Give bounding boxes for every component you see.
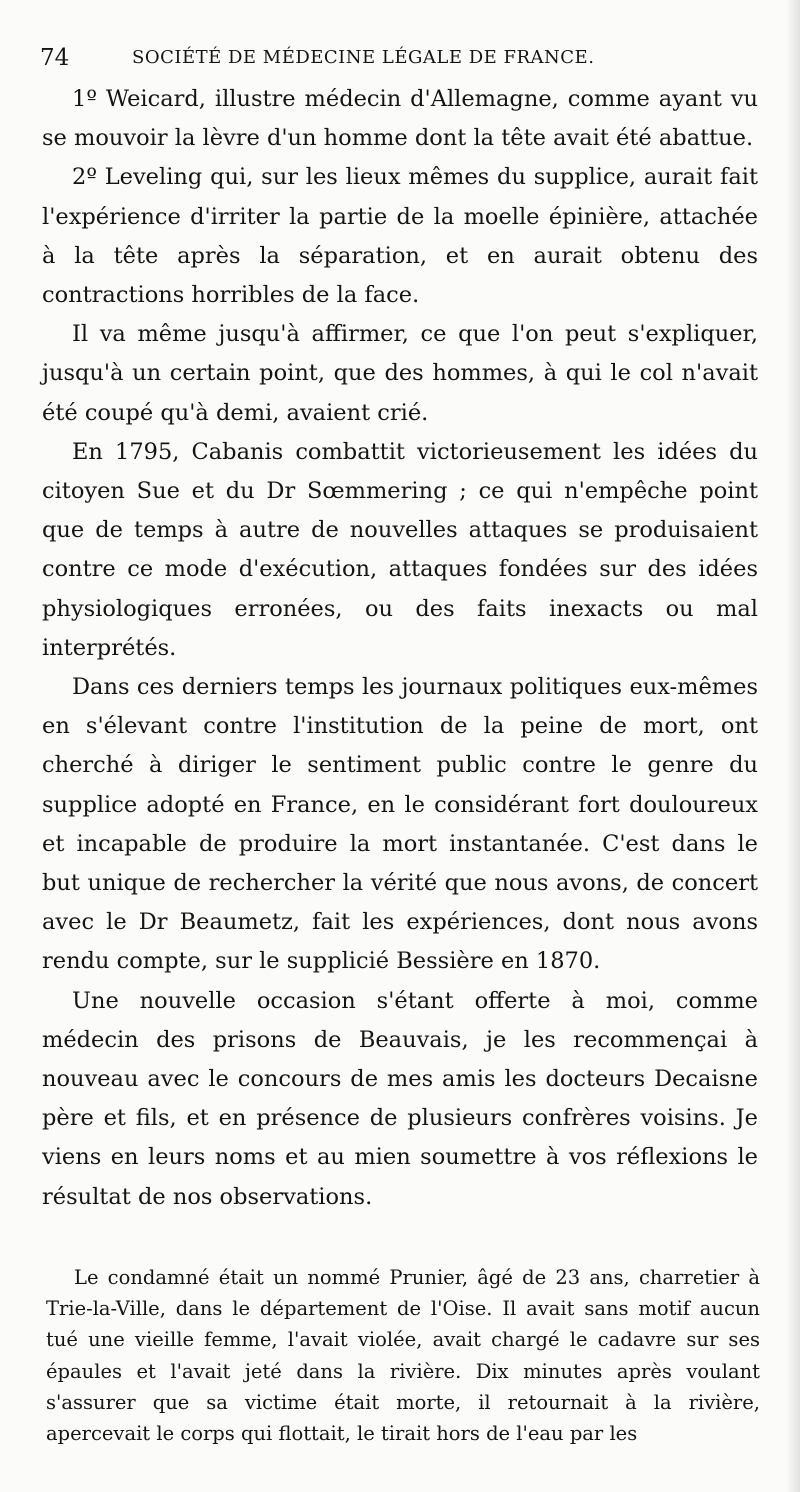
- paragraph: 1º Weicard, illustre médecin d'Allemagne, comme ayant vu se mouvoir la lèvre d'un homme dont la tête avait été abattue.: [42, 86, 758, 152]
- paragraph: En 1795, Cabanis combattit victorieusement les idées du citoyen Sue et du Dr Sœmmering ; ce qui n'empêche point que de temps à autre de nouvelles attaques se produisaient contre ce mode d'exécution, attaques fondées sur des idées physiologiques erronées, ou des faits inexacts ou mal interprétés.: [42, 438, 758, 661]
- page-edge-shadow: [786, 0, 800, 1492]
- small-print-block: [46, 1262, 760, 1449]
- page-header: [40, 40, 760, 76]
- paragraph: Dans ces derniers temps les journaux politiques eux-mêmes en s'élevant contre l'institution de la peine de mort, ont cherché à diriger le sentiment public contre le genre du supplice adopté en France, en le considérant fort douloureux et incapable de produire la mort instantanée. C'est dans le but unique de rechercher la vérité que nous avons, de concert avec le Dr Beaumetz, fait les expériences, dont nous avons rendu compte, sur le supplicié Bessière en 1870.: [42, 674, 758, 975]
- paragraph: 2º Leveling qui, sur les lieux mêmes du supplice, aurait fait l'expérience d'irriter la partie de la moelle épinière, attachée à la tête après la séparation, et en aurait obtenu des contractions horribles de la face.: [42, 164, 758, 309]
- page-number: 74: [40, 45, 70, 71]
- small-print-paragraph: Le condamné était un nommé Prunier, âgé de 23 ans, charretier à Trie-la-Ville, dans le département de l'Oise. Il avait sans motif aucun tué une vieille femme, l'avait violée, avait chargé le cadavre sur ses épaules et l'avait jeté dans la rivière. Dix minutes après voulant s'assurer que sa victime était morte, il retournait à la rivière, apercevait le corps qui flottait, le tirait hors de l'eau par les: [46, 1266, 760, 1446]
- paragraph: Il va même jusqu'à affirmer, ce que l'on peut s'expliquer, jusqu'à un certain point, que des hommes, à qui le col n'avait été coupé qu'à demi, avaient crié.: [42, 321, 758, 426]
- body-text: [42, 80, 758, 1217]
- running-head: SOCIÉTÉ DE MÉDECINE LÉGALE DE FRANCE.: [132, 47, 595, 68]
- paragraph: Une nouvelle occasion s'étant offerte à moi, comme médecin des prisons de Beauvais, je les recommençai à nouveau avec le concours de mes amis les docteurs Decaisne père et fils, et en présence de plusieurs confrères voisins. Je viens en leurs noms et au mien soumettre à vos réflexions le résultat de nos observations.: [42, 987, 758, 1210]
